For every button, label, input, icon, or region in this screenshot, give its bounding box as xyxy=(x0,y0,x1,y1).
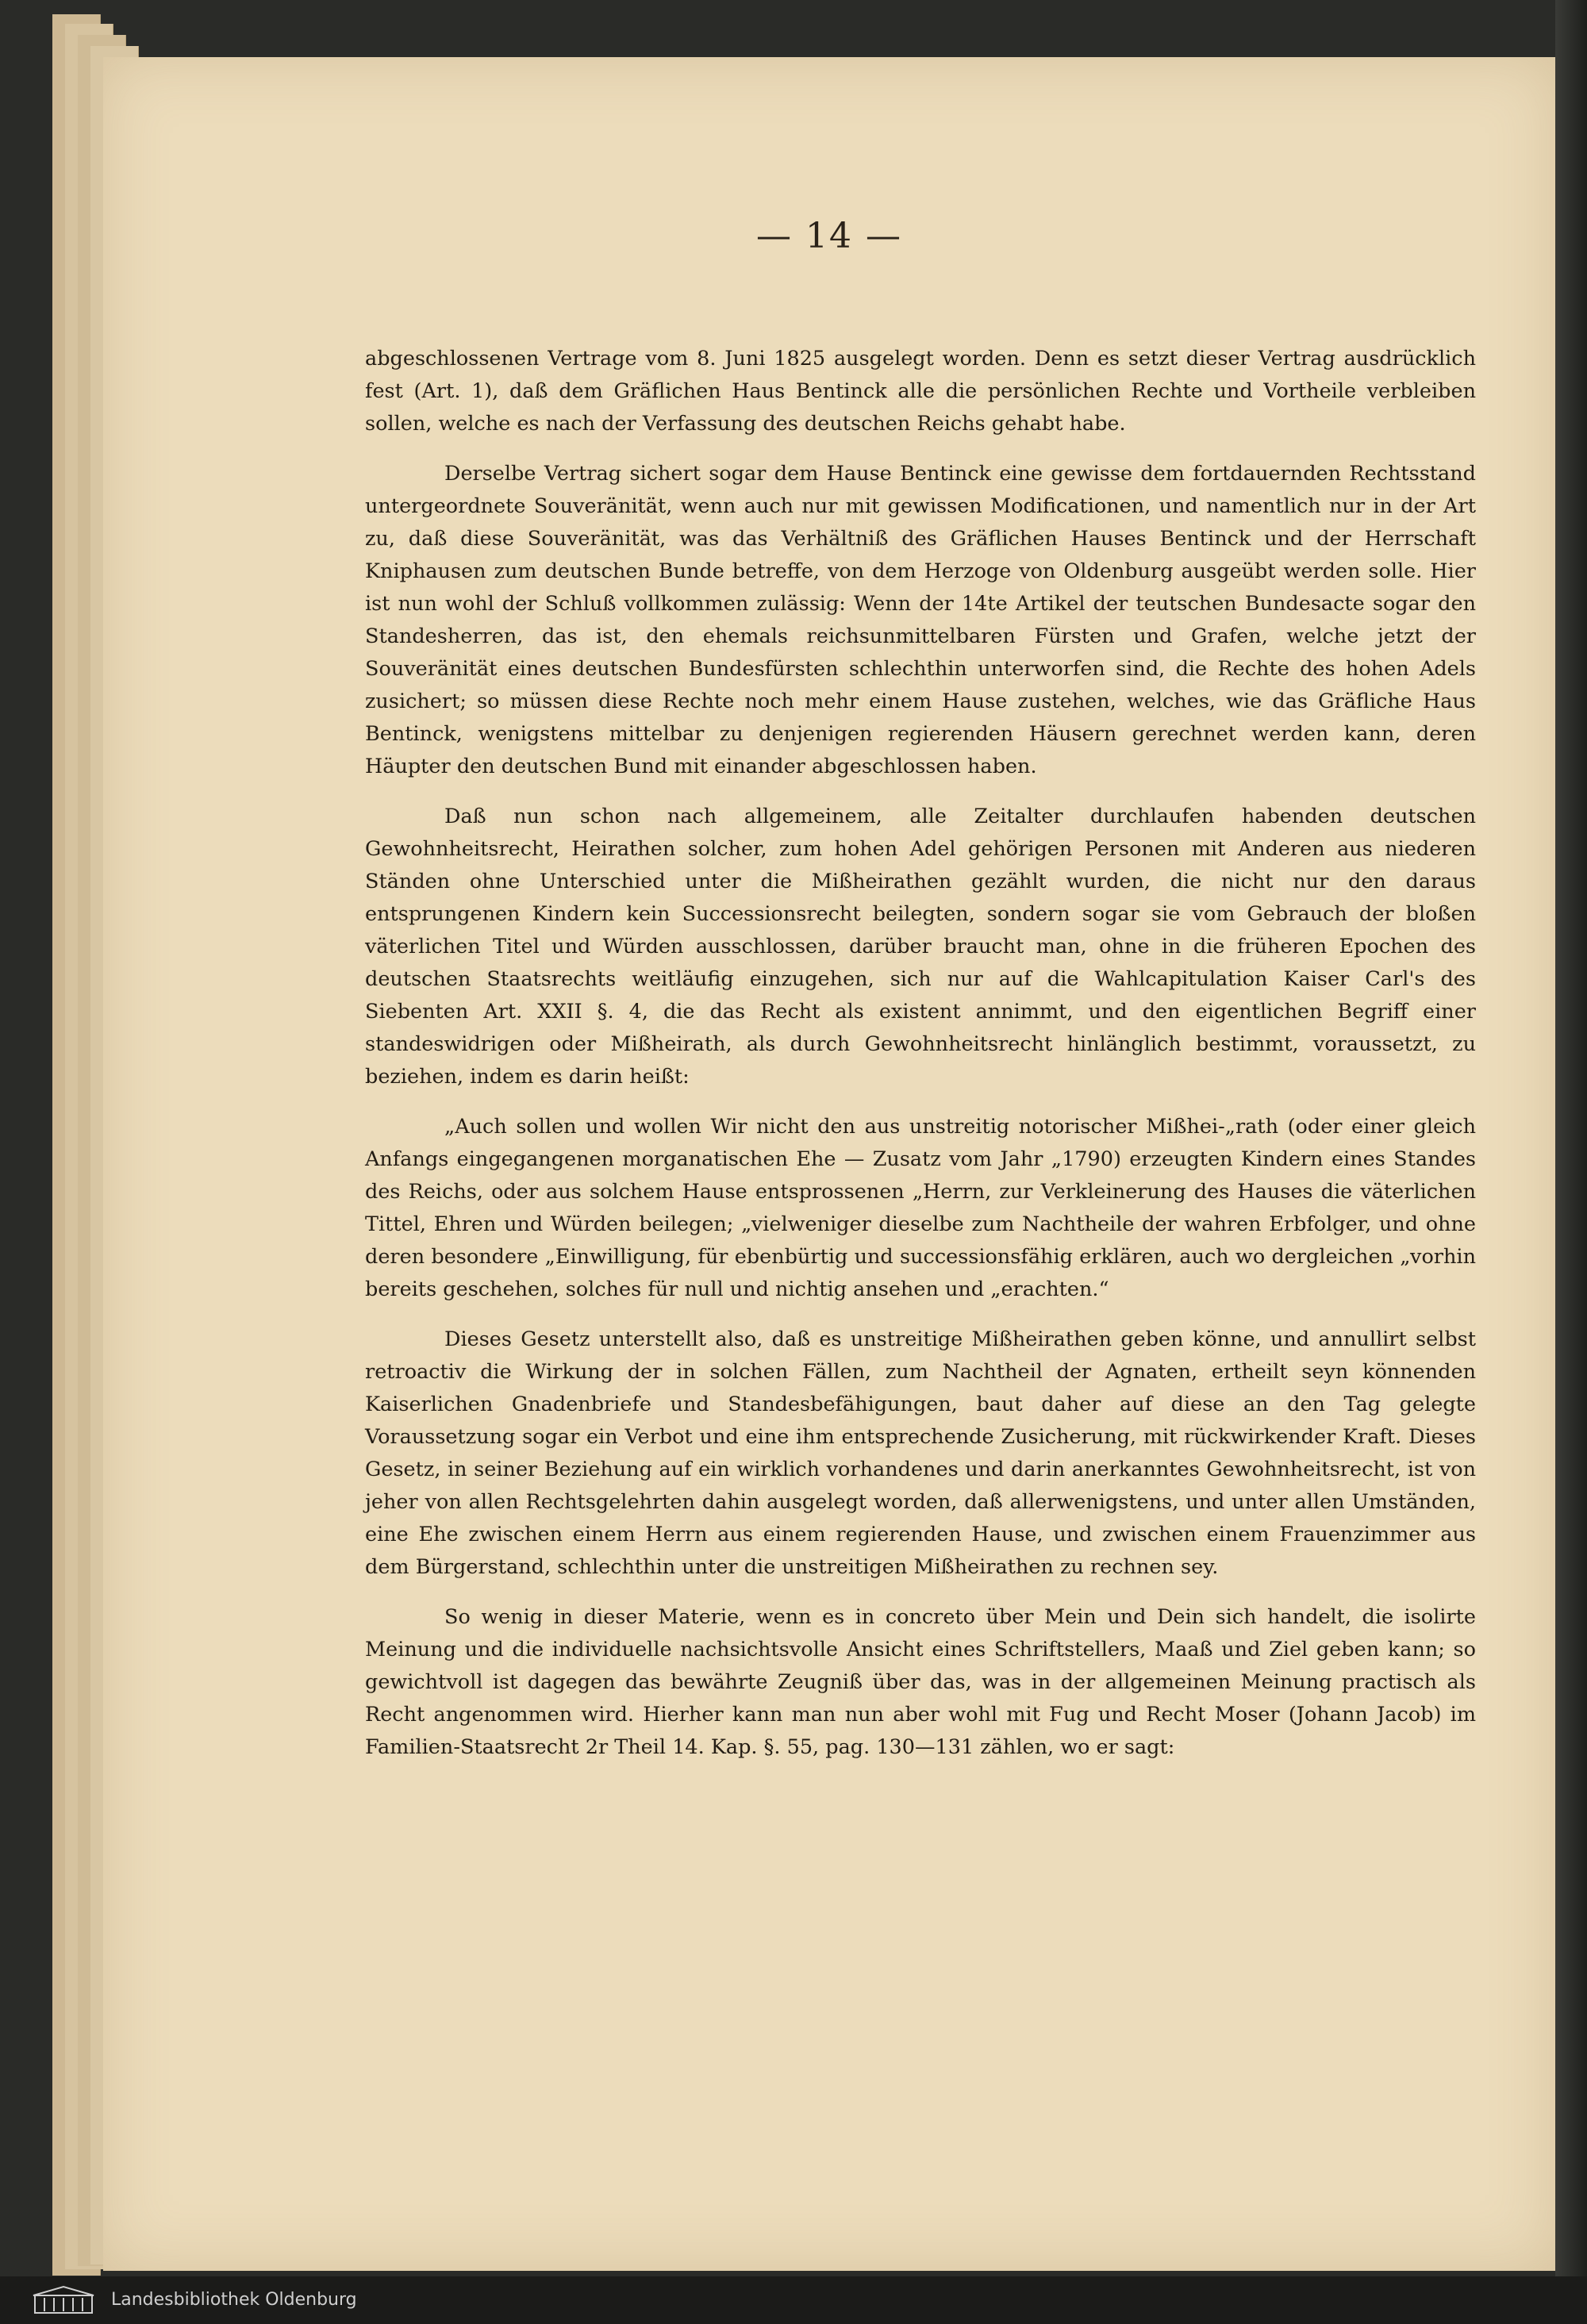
library-name: Landesbibliothek Oldenburg xyxy=(111,2290,357,2310)
page-text xyxy=(365,343,1476,1781)
library-building-icon xyxy=(32,2284,95,2316)
paragraph: So wenig in dieser Materie, wenn es in concreto über Mein und Dein sich handelt, die isolirte Meinung und die individuelle nachsichtsvolle Ansicht eines Schriftstellers, Maaß und Ziel geben kann; so gewichtvoll ist dagegen das bewährte Zeugniß über das, was in der allgemeinen Meinung practisch als Recht angenommen wird. Hierher kann man nun aber wohl mit Fug und Recht Moser (Johann Jacob) im Familien-Staatsrecht 2r Theil 14. Kap. §. 55, pag. 130—131 zählen, wo er sagt: xyxy=(365,1605,1476,1759)
footer-bar xyxy=(0,2276,1587,2324)
book-cover-edge xyxy=(1555,0,1587,2324)
page-number: — 14 — xyxy=(756,216,902,256)
paragraph: Derselbe Vertrag sichert sogar dem Hause Bentinck eine gewisse dem fortdauernden Rechtsstand untergeordnete Souveränität, wenn auch nur mit gewissen Modificationen, und namentlich nur in der Art zu, daß diese Souveränität, was das Verhältniß des Gräflichen Hauses Bentinck und der Herrschaft Kniphausen zum deutschen Bunde betreffe, von dem Herzoge von Oldenburg ausgeübt werden solle. Hier ist nun wohl der Schluß vollkommen zulässig: Wenn der 14te Artikel der teutschen Bundesacte sogar den Standesherren, das ist, den ehemals reichsunmittelbaren Fürsten und Grafen, welche jetzt der Souveränität eines deutschen Bundesfürsten schlechthin unterworfen sind, die Rechte des hohen Adels zusichert; so müssen diese Rechte noch mehr einem Hause zustehen, welches, wie das Gräfliche Haus Bentinck, wenigstens mittelbar zu denjenigen regierenden Häusern gerechnet werden kann, deren Häupter den deutschen Bund mit einander abgeschlossen haben. xyxy=(365,462,1476,778)
block-quote: „Auch sollen und wollen Wir nicht den aus unstreitig notorischer Mißhei-„rath (oder einer gleich Anfangs eingegangenen morganatischen Ehe — Zusatz vom Jahr „1790) erzeugten Kindern eines Standes des Reichs, oder aus solchem Hause entsprossenen „Herrn, zur Verkleinerung des Hauses die väterlichen Tittel, Ehren und Würden beilegen; „vielweniger dieselbe zum Nachtheile der wahren Erbfolger, und ohne deren besondere „Einwilligung, für ebenbürtig und successionsfähig erklären, auch wo dergleichen „vorhin bereits geschehen, solches für null und nichtig ansehen und „erachten.“ xyxy=(365,1115,1476,1301)
paragraph: Dieses Gesetz unterstellt also, daß es unstreitige Mißheirathen geben könne, und annullirt selbst retroactiv die Wirkung der in solchen Fällen, zum Nachtheil der Agnaten, ertheilt seyn könnenden Kaiserlichen Gnadenbriefe und Standesbefähigungen, baut daher auf diese an den Tag gelegte Voraussetzung sogar ein Verbot und eine ihm entsprechende Zusicherung, mit rückwirkender Kraft. Dieses Gesetz, in seiner Beziehung auf ein wirklich vorhandenes und darin anerkanntes Gewohnheitsrecht, ist von jeher von allen Rechtsgelehrten dahin ausgelegt worden, daß allerwenigstens, und unter allen Umständen, eine Ehe zwischen einem Herrn aus einem regierenden Hause, und zwischen einem Frauenzimmer aus dem Bürgerstand, schlechthin unter die unstreitigen Mißheirathen zu rechnen sey. xyxy=(365,1327,1476,1579)
book-page xyxy=(103,57,1555,2271)
paragraph: abgeschlossenen Vertrage vom 8. Juni 1825 ausgelegt worden. Denn es setzt dieser Vertrag ausdrücklich fest (Art. 1), daß dem Gräflichen Haus Bentinck alle die persönlichen Rechte und Vortheile verbleiben sollen, welche es nach der Verfassung des deutschen Reichs gehabt habe. xyxy=(365,347,1476,436)
paragraph: Daß nun schon nach allgemeinem, alle Zeitalter durchlaufen habenden deutschen Gewohnheitsrecht, Heirathen solcher, zum hohen Adel gehörigen Personen mit Anderen aus niederen Ständen ohne Unterschied unter die Mißheirathen gezählt wurden, die nicht nur den daraus entsprungenen Kindern kein Successionsrecht beilegten, sondern sogar sie vom Gebrauch der bloßen väterlichen Titel und Würden ausschlossen, darüber braucht man, ohne in die früheren Epochen des deutschen Staatsrechts weitläufig einzugehen, sich nur auf die Wahlcapitulation Kaiser Carl's des Siebenten Art. XXII §. 4, die das Recht als existent annimmt, und den eigentlichen Begriff einer standeswidrigen oder Mißheirath, als durch Gewohnheitsrecht hinlänglich bestimmt, voraussetzt, zu beziehen, indem es darin heißt: xyxy=(365,805,1476,1089)
